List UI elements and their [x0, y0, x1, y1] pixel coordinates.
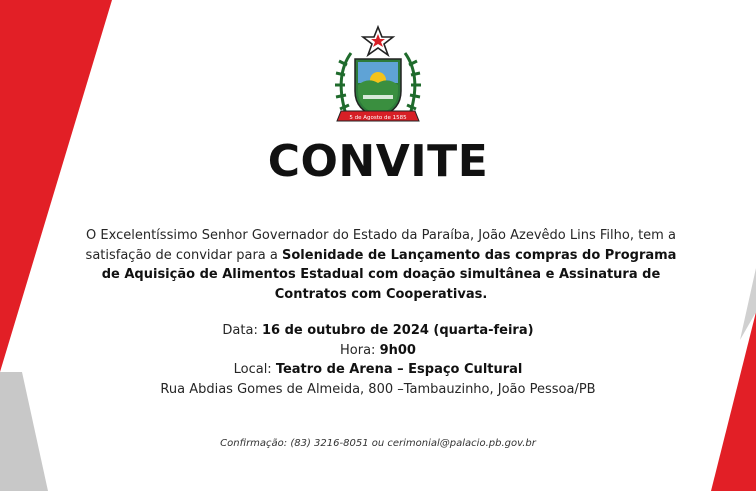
date-label: Data:: [222, 323, 262, 338]
place-value: Teatro de Arena – Espaço Cultural: [275, 362, 523, 377]
page-title: CONVITE: [267, 136, 489, 187]
time-line: [0, 341, 756, 361]
address-line: Rua Abdias Gomes de Almeida, 800 –Tambauzinho, João Pessoa/PB: [160, 381, 596, 397]
date-value: 16 de outubro de 2024 (quarta-feira): [261, 323, 534, 338]
event-details: [0, 321, 756, 399]
event-name: Solenidade de Lançamento das compras do Programa de Aquisição de Alimentos Estadual com doação simultânea e Assinatura de Contratos com Cooperativas.: [101, 247, 677, 302]
rsvp-confirmation: Confirmação: (83) 3216-8051 ou cerimonial@palacio.pb.gov.br: [220, 438, 536, 449]
emblem-ribbon-text: 5 de Agosto de 1585: [349, 115, 407, 121]
time-value: 9h00: [379, 342, 416, 358]
invitation-intro: O Excelentíssimo Senhor Governador do Estado da Paraíba, João Azevêdo Lins Filho, tem a satisfação de convidar para a: [85, 228, 676, 263]
paraiba-coat-of-arms-icon: [327, 25, 429, 129]
date-line: [0, 321, 756, 341]
place-line: [0, 360, 756, 380]
place-label: Local:: [233, 362, 276, 377]
time-label: Hora:: [340, 342, 380, 358]
invitation-paragraph: [84, 226, 678, 304]
